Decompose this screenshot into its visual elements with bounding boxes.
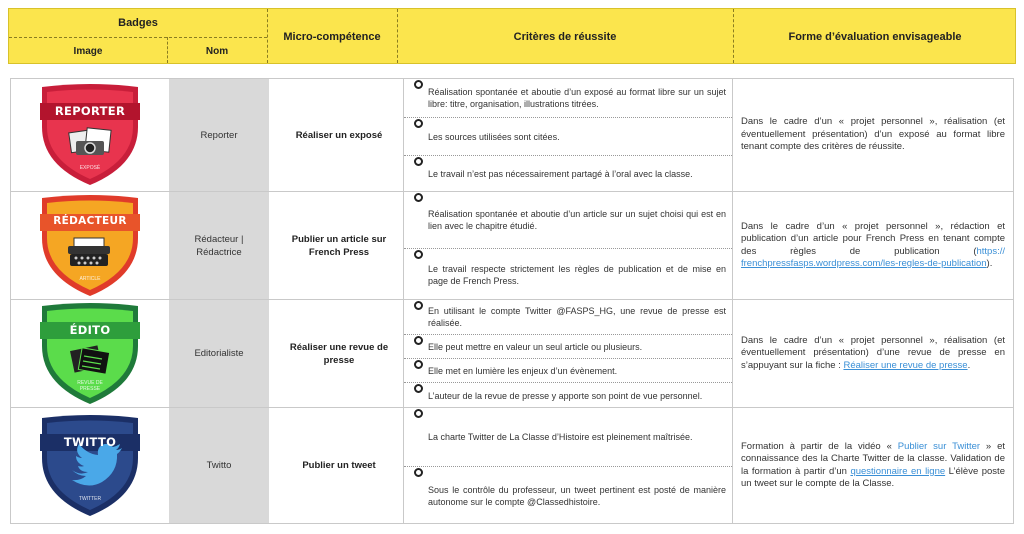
critere-item: Sous le contrôle du professeur, un tweet pertinent est posté de manière autonome sur le compte @Classedhistoire. [404,466,732,524]
reporter-badge [36,83,144,187]
header-micro-competence: Micro-compétence [283,31,381,43]
circle-bullet-icon [414,80,423,89]
rules-link[interactable]: https:// [976,245,1005,257]
badges-table [10,78,1014,524]
revue-presse-link[interactable]: Réaliser une revue de presse [843,359,968,371]
critere-item: Le travail respecte strictement les règles de publication et de mise en page de French Press. [404,248,732,300]
circle-bullet-icon [414,193,423,202]
header-badges: Badges [118,17,158,29]
circle-bullet-icon [414,157,423,166]
forme-evaluation: Dans le cadre d’un « projet personnel », réalisation (et éventuellement présentation) d’un exposé au format libre tenant compte des critères de réussite. [741,116,1005,153]
redacteur-badge [36,194,144,298]
badge-name: Reporter [169,79,269,191]
typewriter-icon [68,238,110,266]
critere-item: En utilisant le compte Twitter @FASPS_HG, une revue de presse est réalisée. [404,300,732,334]
critere-item: Réalisation spontanée et aboutie d’un article sur un sujet choisi qui est en lien avec le chapitre étudié. [404,192,732,248]
critere-item: Le travail n’est pas nécessairement partagé à l’oral avec la classe. [404,155,732,191]
badge-name: Rédacteur | Rédactrice [169,192,269,299]
circle-bullet-icon [414,468,423,477]
twitto-badge [36,414,144,518]
rules-link-url[interactable]: frenchpressfasps.wordpress.com/les-regles-de-publication [741,258,987,269]
circle-bullet-icon [414,301,423,310]
critere-item: Elle met en lumière les enjeux d’un évènement. [404,358,732,382]
edito-badge [36,302,144,406]
badge-subtitle: ARTICLE [79,275,101,282]
micro-competence: Publier un article sur French Press [291,233,387,258]
critere-item: Elle peut mettre en valeur un seul article ou plusieurs. [404,334,732,358]
badge-title: ÉDITO [69,322,111,337]
micro-competence: Réaliser un exposé [295,129,383,141]
criteres-cell [403,192,733,299]
badge-subtitle: REVUE DE PRESSE [77,379,103,392]
critere-item: La charte Twitter de La Classe d’Histoire est pleinement maîtrisée. [404,408,732,466]
badge-name: Twitto [169,408,269,523]
table-header [8,8,1016,64]
micro-competence: Réaliser une revue de presse [289,341,389,366]
critere-item: L’auteur de la revue de presse y apporte son point de vue personnel. [404,382,732,408]
badge-subtitle: EXPOSÉ [79,165,101,171]
circle-bullet-icon [414,336,423,345]
circle-bullet-icon [414,384,423,393]
forme-evaluation: Dans le cadre d’un « projet personnel », rédaction et publication d’un article pour French Press en tenant compte des règles de publication (https:// frenchpressfasps.wordpress.com/les-regles-de-publication). [741,220,1005,269]
badge-subtitle: TWITTER [78,495,102,502]
video-link[interactable]: Publier sur Twitter [897,440,981,452]
camera-papers-icon [69,128,111,155]
header-criteres: Critères de réussite [513,31,617,43]
criteres-cell [403,300,733,407]
badge-title: REPORTER [54,104,126,118]
table-row [11,407,1013,523]
badge-title: TWITTO [63,434,117,449]
badge-title: RÉDACTEUR [53,214,127,227]
table-row [11,79,1013,191]
header-nom: Nom [205,45,229,57]
critere-item: Les sources utilisées sont citées. [404,117,732,155]
forme-evaluation: Formation à partir de la vidéo « Publier sur Twitter » et connaissance des la Charte Twitter de la classe. Validation de la formation à partir d’un questionnaire en ligne L’élève poste un tweet sur le compte de la Classe. [741,440,1005,489]
criteres-cell [403,79,733,191]
badge-name: Editorialiste [169,300,269,407]
criteres-cell [403,408,733,523]
header-image: Image [73,45,103,57]
circle-bullet-icon [414,360,423,369]
forme-evaluation: Dans le cadre d’un « projet personnel », réalisation (et éventuellement présentation) d’une revue de presse en s’appuyant sur la fiche : Réaliser une revue de presse. [741,334,1005,371]
micro-competence: Publier un tweet [302,460,376,471]
header-forme: Forme d’évaluation envisageable [788,31,962,43]
circle-bullet-icon [414,250,423,259]
critere-item: Réalisation spontanée et aboutie d’un exposé au format libre sur un sujet libre: titre, organisation, illustrations titrées. [404,79,732,117]
table-row [11,191,1013,299]
circle-bullet-icon [414,409,423,418]
circle-bullet-icon [414,119,423,128]
table-row [11,299,1013,407]
questionnaire-link[interactable]: questionnaire en ligne [850,465,946,477]
